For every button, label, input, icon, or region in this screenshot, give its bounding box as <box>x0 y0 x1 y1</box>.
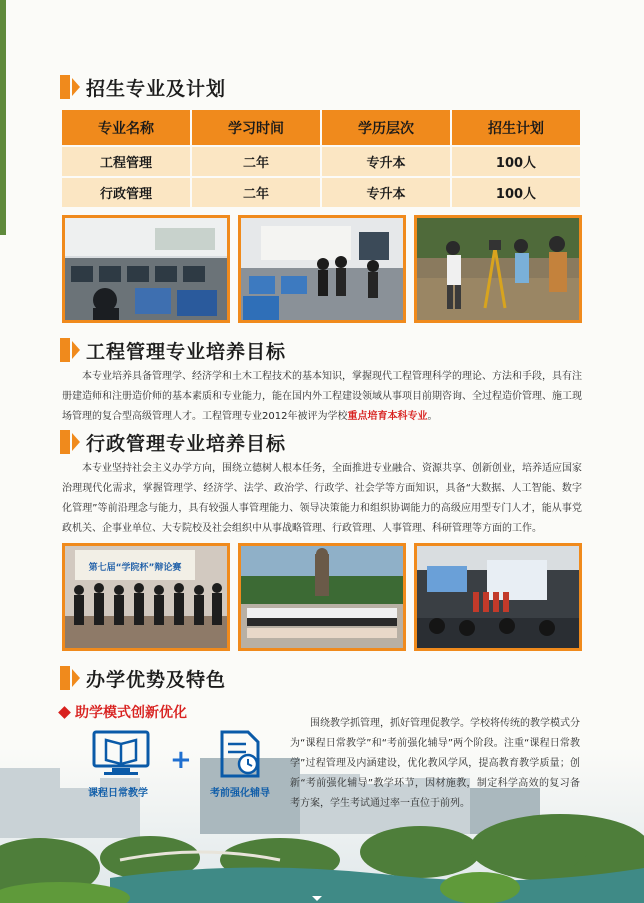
heading-bar-icon <box>60 666 70 690</box>
table-header-row <box>62 110 580 145</box>
photo-group-statue <box>238 543 406 651</box>
document-refresh-icon <box>218 730 264 784</box>
table-cell: 行政管理 <box>62 178 190 207</box>
table-header-cell: 专业名称 <box>62 110 190 145</box>
section-heading-advantages <box>60 663 226 693</box>
engineering-description <box>62 367 582 427</box>
heading-arrow-icon <box>72 433 80 451</box>
table-header-cell: 学习时间 <box>192 110 320 145</box>
table-cell: 专升本 <box>322 178 450 207</box>
table-cell: 二年 <box>192 178 320 207</box>
icon2-label: 考前强化辅导 <box>210 788 270 799</box>
section-title: 工程管理专业培养目标 <box>86 340 287 363</box>
photo-lecture-hall <box>414 543 582 651</box>
photo-field-survey <box>414 215 582 323</box>
icon1-label: 课程日常教学 <box>88 788 148 799</box>
table-row <box>62 178 580 207</box>
table-header-cell: 招生计划 <box>452 110 580 145</box>
section-title: 办学优势及特色 <box>86 668 227 691</box>
left-decor-strip <box>0 0 6 235</box>
section-heading-engineering <box>60 335 286 365</box>
table-header-cell: 学历层次 <box>322 110 450 145</box>
table-row <box>62 147 580 176</box>
sub-heading-assist-mode <box>60 702 187 722</box>
administration-description: 本专业坚持社会主义办学方向，围绕立德树人根本任务，全面推进专业融合、资源共享、创新创业，培养适应国家治理现代化需求，掌握管理学、经济学、法学、政治学、行政学、社会学等方面知识，具备“大数据、人工智能、数字化管理”等前沿理念与能力，具有较强人事管理能力、领导决策能力和组织协调能力的高级应用型专门人才，能从事党政机关、企事业单位、大专院校及社会组织中从事战略管理、行政管理、人事管理、科研管理等方面的工作。 <box>62 463 582 534</box>
engineering-tail: 。 <box>427 411 438 422</box>
section-heading-enrollment <box>60 72 226 102</box>
heading-bar-icon <box>60 338 70 362</box>
heading-arrow-icon <box>72 78 80 96</box>
photo-computer-lab <box>62 215 230 323</box>
advantages-description: 围绕教学抓管理，抓好管理促教学。学校将传统的教学模式分为“课程日常教学”和“考前强化辅导”两个阶段。注重“课程日常教学”过程管理及内涵建设，优化教风学风，提高教育教学质量；创新“考前强化辅导”教学环节，因材施教，制定科学高效的复习备考方案，学生考试通过率一直位于前列。 <box>290 718 580 809</box>
highlight-text: 重点培育本科专业 <box>347 411 428 422</box>
heading-arrow-icon <box>72 341 80 359</box>
book-screen-icon <box>92 730 150 780</box>
table-cell: 100人 <box>452 178 580 207</box>
plus-icon: + <box>170 745 192 775</box>
section-title: 行政管理专业培养目标 <box>86 432 287 455</box>
photo-row-classrooms <box>62 215 582 323</box>
table-cell: 工程管理 <box>62 147 190 176</box>
photo-debate-event <box>62 543 230 651</box>
heading-bar-icon <box>60 430 70 454</box>
heading-bar-icon <box>60 75 70 99</box>
table-cell: 二年 <box>192 147 320 176</box>
photo-row-activities <box>62 543 582 651</box>
heading-arrow-icon <box>72 669 80 687</box>
section-heading-administration <box>60 427 286 457</box>
table-cell: 100人 <box>452 147 580 176</box>
section-title: 招生专业及计划 <box>86 77 227 100</box>
banner-text: 第七届“学院杯”辩论赛 <box>88 563 182 573</box>
diamond-icon <box>58 706 71 719</box>
engineering-body: 本专业培养具备管理学、经济学和土木工程技术的基本知识，掌握现代工程管理科学的理论、方法和手段，具有注册建造师和注册造价师的基本素质和专业能力，能在国内外工程建设领域从事项目前期咨询、全过程造价管理、施工现场管理的复合型高级管理人才。工程管理专业2012年被评为学校 <box>62 371 582 422</box>
table-cell: 专升本 <box>322 147 450 176</box>
photo-classroom-teaching <box>238 215 406 323</box>
enrollment-plan-table <box>60 108 582 209</box>
sub-heading-text: 助学模式创新优化 <box>75 705 187 721</box>
